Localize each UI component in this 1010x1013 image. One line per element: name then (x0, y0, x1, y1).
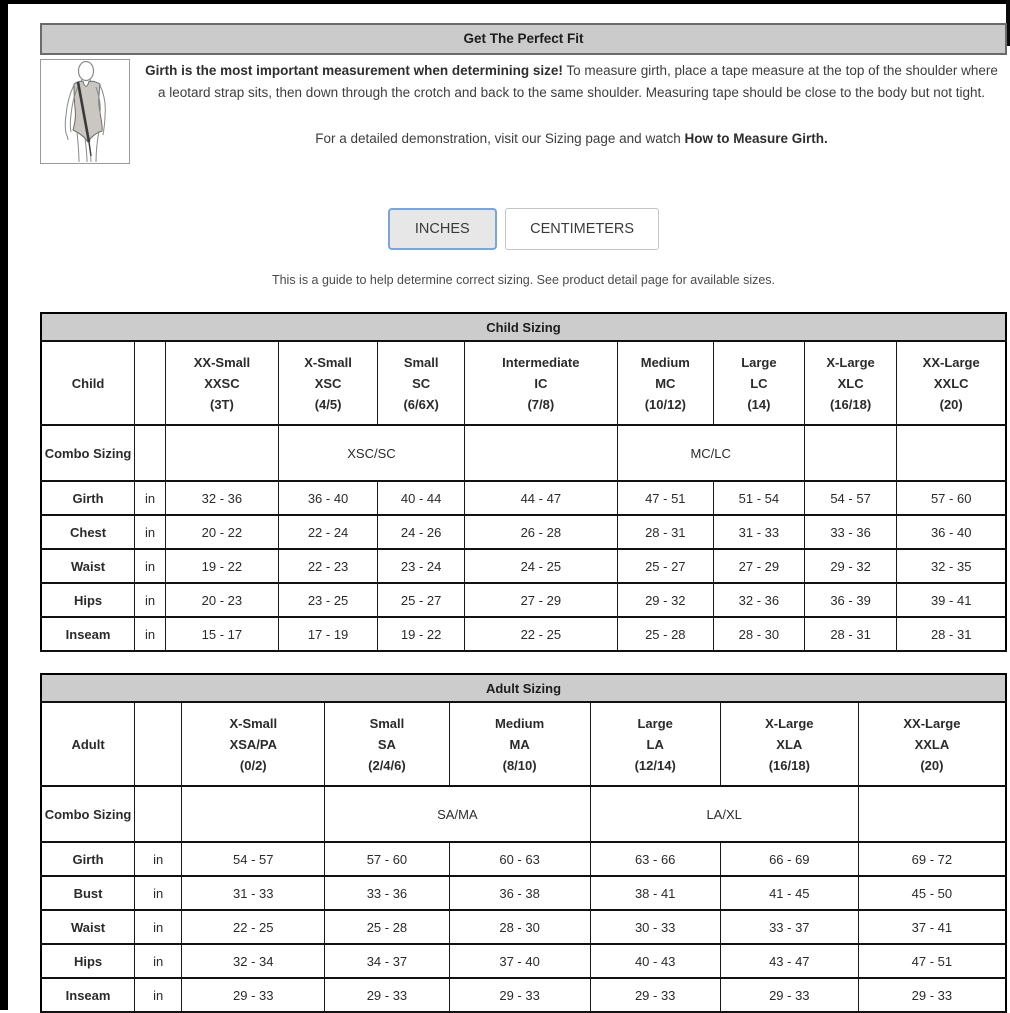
unit-cell: in (135, 978, 182, 1012)
inches-button[interactable]: INCHES (388, 208, 497, 250)
adult-inseam-row (41, 978, 1006, 1012)
size-name: X-Large (765, 715, 814, 731)
value-cell: 57 - 60 (325, 842, 449, 876)
value-cell: 33 - 36 (804, 515, 897, 549)
leotard-figure-icon (41, 60, 129, 163)
child-row-label: Child (41, 341, 135, 425)
child-chest-row (41, 515, 1006, 549)
adult-header-row (41, 702, 1006, 786)
value-cell: 44 - 47 (465, 481, 617, 515)
value-cell: 40 - 44 (378, 481, 465, 515)
size-code: LA (646, 736, 664, 752)
size-name: X-Large (826, 354, 875, 370)
size-code: SA (377, 736, 396, 752)
child-girth-row (41, 481, 1006, 515)
size-code: MC (655, 375, 676, 391)
size-code: XLA (776, 736, 803, 752)
adult-bust-row (41, 876, 1006, 910)
value-cell: 25 - 27 (378, 583, 465, 617)
adult-row-label: Adult (41, 702, 135, 786)
value-cell: 25 - 27 (617, 549, 714, 583)
value-cell: 24 - 26 (378, 515, 465, 549)
value-cell: 36 - 39 (804, 583, 897, 617)
value-cell: 31 - 33 (182, 876, 325, 910)
value-cell: 29 - 33 (590, 978, 720, 1012)
value-cell: 22 - 24 (278, 515, 377, 549)
child-table-caption-row (41, 313, 1006, 341)
value-cell: 31 - 33 (714, 515, 805, 549)
value-cell: 33 - 37 (720, 910, 858, 944)
demo-prefix: For a detailed demonstration, visit our Sizing page and watch (315, 131, 685, 146)
measurement-label: Inseam (41, 617, 135, 651)
empty-cell (135, 425, 166, 481)
unit-cell: in (135, 876, 182, 910)
value-cell: 47 - 51 (858, 944, 1006, 978)
value-cell: 28 - 31 (897, 617, 1006, 651)
value-cell: 40 - 43 (590, 944, 720, 978)
size-code: LC (750, 375, 768, 391)
empty-cell (135, 786, 182, 842)
child-table-caption: Child Sizing (41, 313, 1006, 341)
value-cell: 29 - 33 (449, 978, 590, 1012)
size-range: (10/12) (644, 396, 686, 412)
value-cell: 51 - 54 (714, 481, 805, 515)
size-range: (6/6X) (403, 396, 439, 412)
child-combo-row (41, 425, 1006, 481)
size-range: (7/8) (527, 396, 555, 412)
value-cell: 29 - 33 (325, 978, 449, 1012)
size-name: Medium (640, 354, 690, 370)
demo-link-text: How to Measure Girth. (684, 131, 828, 146)
value-cell: 32 - 36 (165, 481, 278, 515)
value-cell: 60 - 63 (449, 842, 590, 876)
value-cell: 36 - 40 (278, 481, 377, 515)
col-lc (714, 341, 805, 425)
value-cell: 37 - 40 (449, 944, 590, 978)
intro-text (130, 58, 1007, 168)
value-cell: 69 - 72 (858, 842, 1006, 876)
value-cell: 34 - 37 (325, 944, 449, 978)
measurement-label: Hips (41, 583, 135, 617)
combo-sizing-label: Combo Sizing (41, 786, 135, 842)
col-xsa (182, 702, 325, 786)
size-name: XX-Large (922, 354, 980, 370)
col-sc (378, 341, 465, 425)
unit-column-header (135, 702, 182, 786)
value-cell: 37 - 41 (858, 910, 1006, 944)
size-range: (12/14) (634, 757, 676, 773)
combo-group-sa-ma: SA/MA (325, 786, 590, 842)
size-code: XLC (837, 375, 864, 391)
size-code: XXLC (933, 375, 969, 391)
size-range: (16/18) (829, 396, 872, 412)
centimeters-button[interactable]: CENTIMETERS (505, 208, 659, 250)
size-range: (4/5) (314, 396, 342, 412)
size-name: XX-Large (903, 715, 961, 731)
sizing-guide-page (40, 23, 1007, 1013)
size-name: X-Small (304, 354, 352, 370)
value-cell: 28 - 30 (449, 910, 590, 944)
value-cell: 32 - 34 (182, 944, 325, 978)
child-hips-row (41, 583, 1006, 617)
value-cell: 28 - 31 (804, 617, 897, 651)
value-cell: 22 - 23 (278, 549, 377, 583)
leotard-girth-diagram (40, 59, 130, 164)
combo-group-xsc-sc: XSC/SC (278, 425, 464, 481)
value-cell: 17 - 19 (278, 617, 377, 651)
value-cell: 38 - 41 (590, 876, 720, 910)
size-range: (3T) (209, 396, 234, 412)
combo-group-la-xl: LA/XL (590, 786, 858, 842)
value-cell: 36 - 40 (897, 515, 1006, 549)
size-range: (20) (939, 396, 963, 412)
size-name: X-Small (229, 715, 278, 731)
col-xxlc (897, 341, 1006, 425)
child-header-row (41, 341, 1006, 425)
girth-instructions-lead: Girth is the most important measurement when determining size! (145, 63, 563, 78)
size-code: MA (509, 736, 530, 752)
measurement-label: Girth (41, 842, 135, 876)
size-name: XX-Small (193, 354, 251, 370)
col-ic (465, 341, 617, 425)
value-cell: 29 - 32 (804, 549, 897, 583)
size-code: XXSC (204, 375, 240, 391)
value-cell: 20 - 22 (165, 515, 278, 549)
adult-girth-row (41, 842, 1006, 876)
child-sizing-section (40, 312, 1007, 652)
col-xla (720, 702, 858, 786)
value-cell: 43 - 47 (720, 944, 858, 978)
col-la (590, 702, 720, 786)
value-cell: 45 - 50 (858, 876, 1006, 910)
value-cell: 33 - 36 (325, 876, 449, 910)
value-cell: 39 - 41 (897, 583, 1006, 617)
col-xxla (858, 702, 1006, 786)
page-frame-left (0, 0, 8, 1010)
adult-hips-row (41, 944, 1006, 978)
value-cell: 29 - 33 (720, 978, 858, 1012)
unit-cell: in (135, 910, 182, 944)
value-cell: 27 - 29 (465, 583, 617, 617)
value-cell: 28 - 31 (617, 515, 714, 549)
empty-cell (858, 786, 1006, 842)
empty-cell (897, 425, 1006, 481)
empty-cell (182, 786, 325, 842)
unit-cell: in (135, 515, 166, 549)
measurement-label: Inseam (41, 978, 135, 1012)
value-cell: 19 - 22 (165, 549, 278, 583)
value-cell: 54 - 57 (804, 481, 897, 515)
col-xlc (804, 341, 897, 425)
unit-cell: in (135, 549, 166, 583)
size-name: Large (637, 715, 673, 731)
unit-cell: in (135, 944, 182, 978)
value-cell: 27 - 29 (714, 549, 805, 583)
girth-instructions (140, 60, 1003, 104)
empty-cell (165, 425, 278, 481)
unit-cell: in (135, 842, 182, 876)
value-cell: 29 - 33 (182, 978, 325, 1012)
adult-table-caption: Adult Sizing (41, 674, 1006, 702)
size-range: (8/10) (502, 757, 537, 773)
unit-cell: in (135, 583, 166, 617)
col-xsc (278, 341, 377, 425)
page-title: Get The Perfect Fit (40, 23, 1007, 55)
value-cell: 63 - 66 (590, 842, 720, 876)
measurement-label: Hips (41, 944, 135, 978)
size-range: (0/2) (239, 757, 267, 773)
child-waist-row (41, 549, 1006, 583)
child-sizing-table (40, 312, 1007, 652)
combo-group-mc-lc: MC/LC (617, 425, 804, 481)
adult-waist-row (41, 910, 1006, 944)
value-cell: 23 - 25 (278, 583, 377, 617)
size-code: SC (412, 375, 431, 391)
demo-instructions (140, 128, 1003, 150)
measurement-label: Bust (41, 876, 135, 910)
value-cell: 20 - 23 (165, 583, 278, 617)
col-xxsc (165, 341, 278, 425)
adult-sizing-section (40, 673, 1007, 1013)
size-range: (14) (747, 396, 771, 412)
measurement-label: Chest (41, 515, 135, 549)
adult-sizing-table (40, 673, 1007, 1013)
col-sa (325, 702, 449, 786)
value-cell: 29 - 33 (858, 978, 1006, 1012)
size-code: XSC (314, 375, 342, 391)
value-cell: 22 - 25 (465, 617, 617, 651)
value-cell: 22 - 25 (182, 910, 325, 944)
size-range: (20) (920, 757, 944, 773)
value-cell: 23 - 24 (378, 549, 465, 583)
value-cell: 24 - 25 (465, 549, 617, 583)
value-cell: 25 - 28 (325, 910, 449, 944)
size-name: Small (369, 715, 405, 731)
measurement-label: Girth (41, 481, 135, 515)
size-name: Small (403, 354, 439, 370)
combo-sizing-label: Combo Sizing (41, 425, 135, 481)
unit-cell: in (135, 617, 166, 651)
adult-combo-row (41, 786, 1006, 842)
unit-column-header (135, 341, 166, 425)
col-ma (449, 702, 590, 786)
value-cell: 30 - 33 (590, 910, 720, 944)
value-cell: 41 - 45 (720, 876, 858, 910)
value-cell: 36 - 38 (449, 876, 590, 910)
size-name: Medium (495, 715, 545, 731)
size-code: XXLA (914, 736, 950, 752)
value-cell: 15 - 17 (165, 617, 278, 651)
value-cell: 25 - 28 (617, 617, 714, 651)
adult-table-caption-row (41, 674, 1006, 702)
value-cell: 57 - 60 (897, 481, 1006, 515)
girth-instructions-rest: To measure girth, place a tape measure at the top of the shoulder where a leotard strap sits, then down through the crotch and back to the same shoulder. Measuring tape should be close to the body but not tight. (157, 63, 998, 100)
col-mc (617, 341, 714, 425)
value-cell: 29 - 32 (617, 583, 714, 617)
size-range: (2/4/6) (368, 757, 406, 773)
empty-cell (804, 425, 897, 481)
value-cell: 47 - 51 (617, 481, 714, 515)
value-cell: 32 - 35 (897, 549, 1006, 583)
intro-section (40, 58, 1007, 168)
size-name: Intermediate (502, 354, 580, 370)
value-cell: 66 - 69 (720, 842, 858, 876)
value-cell: 28 - 30 (714, 617, 805, 651)
measurement-label: Waist (41, 549, 135, 583)
size-code: XSA/PA (229, 736, 277, 752)
unit-toggle (40, 208, 1007, 250)
size-code: IC (534, 375, 548, 391)
value-cell: 26 - 28 (465, 515, 617, 549)
value-cell: 19 - 22 (378, 617, 465, 651)
size-range: (16/18) (768, 757, 810, 773)
page-frame-top (0, 0, 1010, 4)
unit-cell: in (135, 481, 166, 515)
value-cell: 32 - 36 (714, 583, 805, 617)
empty-cell (465, 425, 617, 481)
sizing-guide-note: This is a guide to help determine correct sizing. See product detail page for available sizes. (271, 273, 776, 287)
value-cell: 54 - 57 (182, 842, 325, 876)
child-inseam-row (41, 617, 1006, 651)
measurement-label: Waist (41, 910, 135, 944)
size-name: Large (741, 354, 777, 370)
